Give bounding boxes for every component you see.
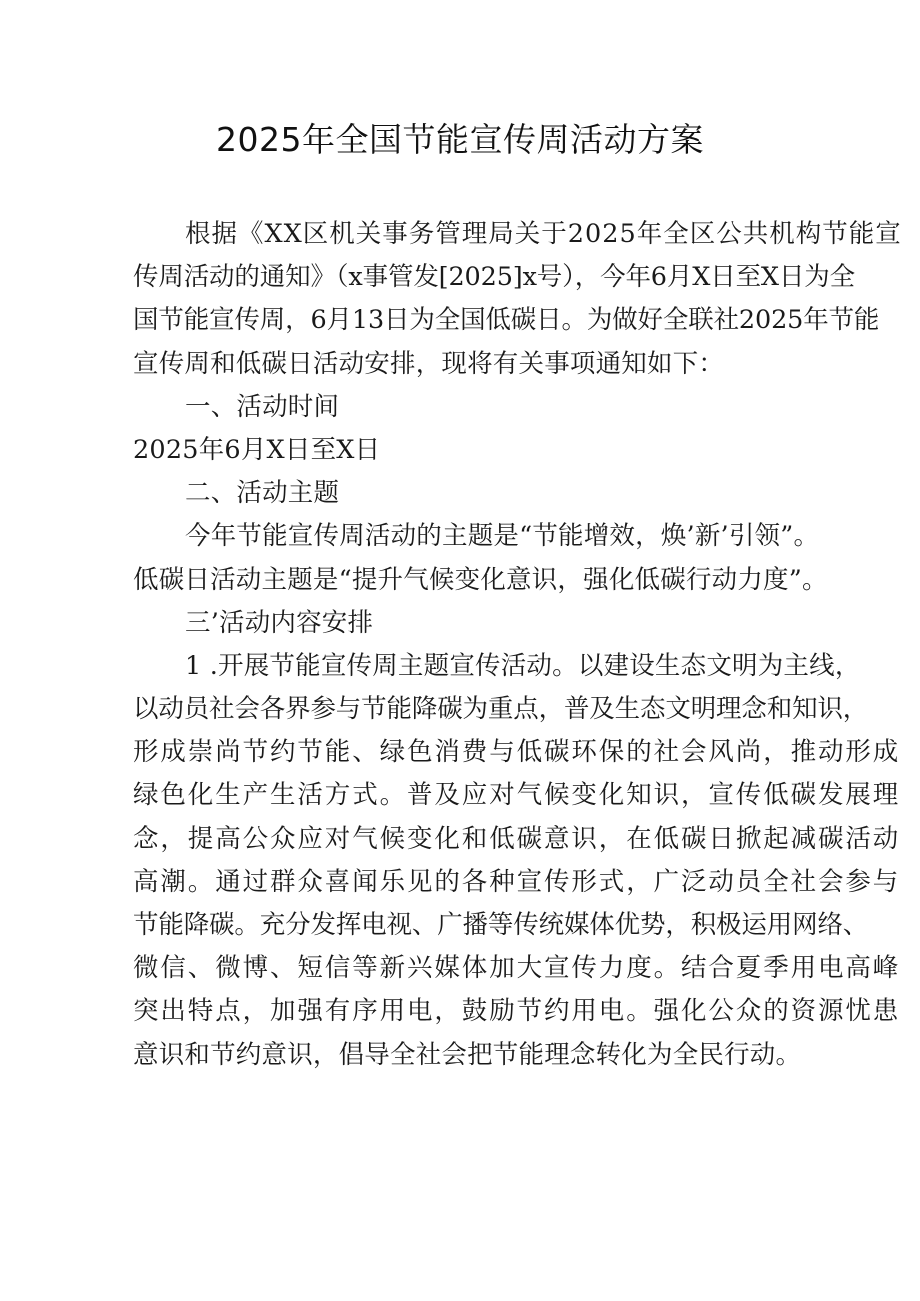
body-line: 形成崇尚节约节能、绿色消费与低碳环保的社会风尚，推动形成 [133, 737, 901, 768]
body-line: 宣传周和低碳日活动安排，现将有关事项通知如下： [133, 348, 725, 379]
section-heading-two: 二、活动主题 [185, 478, 340, 509]
body-line: 1 .开展节能宣传周主题宣传活动。以建设生态文明为主线， [185, 650, 861, 681]
body-line: 突出特点，加强有序用电，鼓励节约用电。强化公众的资源忧患 [133, 996, 901, 1027]
section-heading-three: 三’活动内容安排 [185, 607, 374, 638]
body-line: 传周活动的通知》（x事管发[2025]x号），今年6月X日至X日为全 [133, 262, 855, 293]
body-line: 微信、微博、短信等新兴媒体加大宣传力度。结合夏季用电高峰 [133, 953, 901, 984]
body-line: 念，提高公众应对气候变化和低碳意识，在低碳日掀起减碳活动 [133, 823, 901, 854]
body-line: 绿色化生产生活方式。普及应对气候变化知识，宣传低碳发展理 [133, 780, 901, 811]
body-line: 意识和节约意识，倡导全社会把节能理念转化为全民行动。 [133, 1039, 802, 1070]
body-line: 高潮。通过群众喜闻乐见的各种宣传形式，广泛动员全社会参与 [133, 866, 901, 897]
body-line: 低碳日活动主题是“提升气候变化意识，强化低碳行动力度”。 [133, 564, 828, 595]
body-line: 以动员社会各界参与节能降碳为重点，普及生态文明理念和知识， [133, 694, 869, 725]
document-body [133, 213, 902, 1077]
body-line: 国节能宣传周，6月13日为全国低碳日。为做好全联社2025年节能 [133, 305, 880, 336]
body-line: 节能降碳。充分发挥电视、广播等传统媒体优势，积极运用网络、 [133, 910, 869, 940]
page-title: 2025年全国节能宣传周活动方案 [216, 120, 704, 159]
body-line: 今年节能宣传周活动的主题是“节能增效，焕’新’引领”。 [185, 521, 820, 552]
body-line: 根据《XX区机关事务管理局关于2025年全区公共机构节能宣 [185, 219, 902, 249]
activity-date: 2025年6月X日至X日 [133, 434, 381, 465]
section-heading-one: 一、活动时间 [185, 391, 340, 422]
